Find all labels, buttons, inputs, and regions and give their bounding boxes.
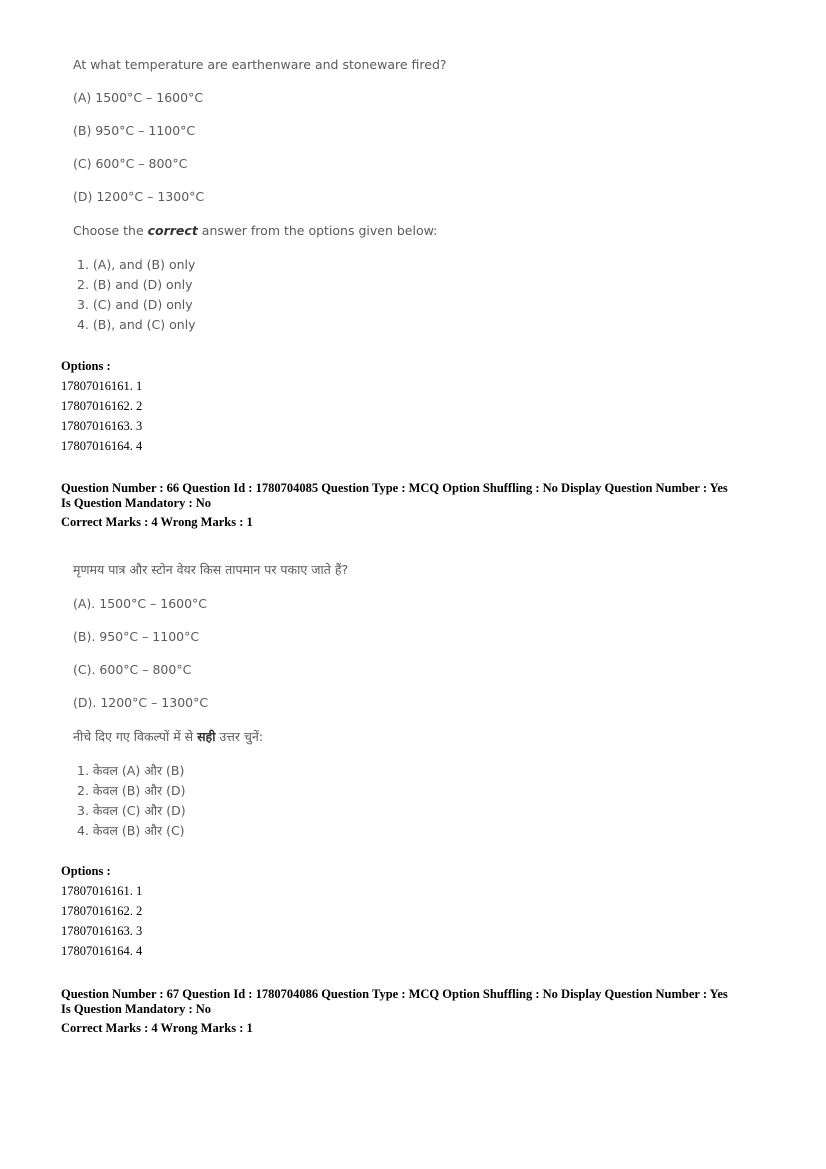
- choice-3: 3. केवल (C) और (D): [77, 803, 186, 818]
- item-b: (B). 950°C – 1100°C: [73, 629, 200, 644]
- instruction-pre: नीचे दिए गए विकल्पों में से: [73, 729, 198, 744]
- item-a: (A). 1500°C – 1600°C: [73, 596, 208, 611]
- question-text: मृणमय पात्र और स्टोन वेयर किस तापमान पर पकाए जाते हैं?: [73, 562, 349, 577]
- option-2: 17807016162. 2: [61, 399, 143, 413]
- options-label: Options :: [61, 359, 111, 373]
- item-d: (D). 1200°C – 1300°C: [73, 695, 209, 710]
- choice-4: 4. (B), and (C) only: [77, 317, 196, 332]
- option-1: 17807016161. 1: [61, 884, 143, 898]
- options-label: Options :: [61, 864, 111, 878]
- instruction: [73, 728, 263, 745]
- instruction-pre: Choose the: [73, 223, 148, 238]
- option-2: 17807016162. 2: [61, 904, 143, 918]
- option-4: 17807016164. 4: [61, 944, 143, 958]
- item-a: (A) 1500°C – 1600°C: [73, 90, 204, 105]
- choice-4: 4. केवल (B) और (C): [77, 823, 185, 838]
- choice-2: 2. केवल (B) और (D): [77, 783, 186, 798]
- option-1: 17807016161. 1: [61, 379, 143, 393]
- item-b: (B) 950°C – 1100°C: [73, 123, 196, 138]
- choice-1: 1. केवल (A) और (B): [77, 763, 185, 778]
- instruction: [73, 223, 437, 238]
- choice-2: 2. (B) and (D) only: [77, 277, 193, 292]
- instruction-post: answer from the options given below:: [197, 223, 438, 238]
- choice-3: 3. (C) and (D) only: [77, 297, 193, 312]
- instruction-bold: सही: [197, 729, 216, 744]
- item-c: (C) 600°C – 800°C: [73, 156, 188, 171]
- item-d: (D) 1200°C – 1300°C: [73, 189, 205, 204]
- option-3: 17807016163. 3: [61, 924, 143, 938]
- question-67-header: Question Number : 67 Question Id : 1780704086 Question Type : MCQ Option Shuffling : No Display Question Number : Yes: [61, 987, 728, 1001]
- choice-1: 1. (A), and (B) only: [77, 257, 196, 272]
- instruction-post: उत्तर चुनें:: [215, 729, 264, 744]
- question-67-mandatory: Is Question Mandatory : No: [61, 1002, 212, 1016]
- option-4: 17807016164. 4: [61, 439, 143, 453]
- item-c: (C). 600°C – 800°C: [73, 662, 192, 677]
- question-text: At what temperature are earthenware and stoneware fired?: [73, 57, 447, 72]
- option-3: 17807016163. 3: [61, 419, 143, 433]
- question-67-marks: Correct Marks : 4 Wrong Marks : 1: [61, 1021, 253, 1035]
- question-66-marks: Correct Marks : 4 Wrong Marks : 1: [61, 515, 253, 529]
- instruction-bold: correct: [147, 223, 198, 238]
- question-66-header: Question Number : 66 Question Id : 1780704085 Question Type : MCQ Option Shuffling : No Display Question Number : Yes: [61, 481, 728, 495]
- question-66-mandatory: Is Question Mandatory : No: [61, 496, 212, 510]
